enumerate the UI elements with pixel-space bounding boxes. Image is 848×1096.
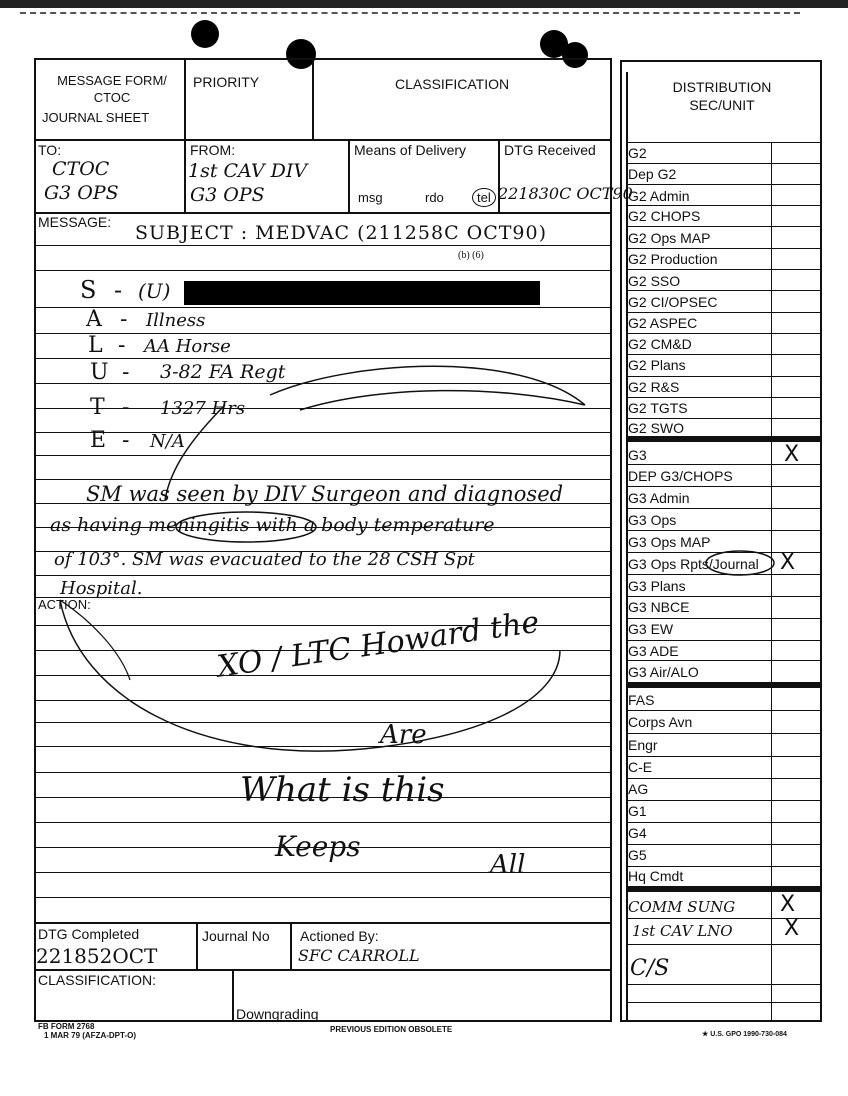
- salute-value-e: N/A: [150, 431, 185, 452]
- salute-dash-e: -: [122, 428, 130, 453]
- dist-item-g2-rs: G2 R&S: [628, 379, 680, 395]
- dist-item-g2-swo: G2 SWO: [628, 420, 685, 436]
- check-mark-comm-sung: X: [780, 892, 796, 917]
- dist-item-g2-ci-opsec: G2 CI/OPSEC: [628, 294, 718, 310]
- action-label: ACTION:: [38, 597, 91, 612]
- dist-item-g3: G3: [628, 447, 647, 463]
- check-mark-g3-journal: X: [780, 550, 796, 575]
- narrative-line-1: SM was seen by DIV Surgeon and diagnosed: [86, 482, 564, 506]
- journal-no-label: Journal No: [202, 928, 270, 944]
- dist-item-g2-cmd: G2 CM&D: [628, 336, 692, 352]
- dist-item-g3-air-alo: G3 Air/ALO: [628, 664, 699, 680]
- dist-item-g3-plans: G3 Plans: [628, 578, 686, 594]
- dist-item-g3-ade: G3 ADE: [628, 643, 679, 659]
- check-mark-g3: X: [784, 442, 800, 467]
- salute-letter-u: U: [90, 360, 109, 385]
- dist-item-g2: G2: [628, 145, 647, 161]
- dist-item-corps-avn: Corps Avn: [628, 714, 693, 730]
- salute-dash-a: -: [120, 307, 128, 332]
- dist-item-g2-tgts: G2 TGTS: [628, 400, 688, 416]
- leader-stroke: [165, 405, 225, 500]
- meningitis-circle: [176, 512, 316, 542]
- salute-value-u: 3-82 FA Regt: [160, 361, 286, 383]
- salute-letter-s: S: [80, 276, 97, 304]
- actioned-by-value: SFC CARROLL: [298, 946, 420, 965]
- action-loop-tail: [60, 600, 130, 680]
- form-date: 1 MAR 79 (AFZA-DPT-O): [44, 1031, 136, 1040]
- dist-item-g4: G4: [628, 825, 647, 841]
- narrative-line-4: Hospital.: [60, 578, 143, 599]
- check-mark-cav-lno: X: [784, 916, 800, 941]
- footer-divider-3: [232, 970, 234, 1022]
- dist-item-g2-chops: G2 CHOPS: [628, 208, 701, 224]
- dist-item-hq-cmdt: Hq Cmdt: [628, 868, 684, 884]
- footer-divider-2: [290, 922, 292, 970]
- arrow-stroke: [270, 366, 585, 405]
- dist-item-fas: FAS: [628, 692, 655, 708]
- dist-item-dep-g3-chops: DEP G3/CHOPS: [628, 468, 733, 484]
- dist-item-g1: G1: [628, 803, 647, 819]
- action-line-4: Keeps: [275, 830, 361, 863]
- salute-value-l: AA Horse: [144, 336, 231, 357]
- action-line-5: All: [490, 850, 526, 880]
- form-number: FB FORM 2768: [38, 1022, 95, 1031]
- salute-dash-t: -: [122, 395, 130, 420]
- dist-item-g2-sso: G2 SSO: [628, 273, 681, 289]
- salute-value-s: (U): [138, 279, 171, 303]
- salute-letter-a: A: [86, 307, 102, 332]
- salute-value-a: Illness: [146, 310, 206, 331]
- downgrading-label: Downgrading: [236, 1006, 319, 1022]
- actioned-by-label: Actioned By:: [300, 928, 379, 944]
- dist-item-g3-ops-rpts-journal: G3 Ops Rpts/Journal: [628, 556, 759, 572]
- dist-item-ag: AG: [628, 781, 649, 797]
- footer-top-rule: [34, 922, 612, 924]
- salute-dash-l: -: [118, 333, 126, 358]
- dist-item-g2-production: G2 Production: [628, 251, 718, 267]
- dist-item-g3-ew: G3 EW: [628, 621, 674, 637]
- dist-extra-cav-lno: 1st CAV LNO: [632, 922, 733, 940]
- dtg-completed-value: 221852OCT: [36, 944, 158, 968]
- salute-letter-l: L: [88, 333, 103, 358]
- dist-item-g2-plans: G2 Plans: [628, 357, 686, 373]
- action-line-2: Are: [380, 720, 427, 750]
- dist-item-g3-ops: G3 Ops: [628, 512, 677, 528]
- salute-value-t: 1327 Hrs: [160, 398, 246, 419]
- dist-item-g3-nbce: G3 NBCE: [628, 599, 690, 615]
- dist-item-g2-ops-map: G2 Ops MAP: [628, 230, 711, 246]
- dist-extra-cs: C/S: [630, 956, 670, 981]
- narrative-line-2: as having meningitis with a body temperature: [50, 514, 495, 536]
- action-line-1: XO / LTC Howard the: [215, 604, 542, 685]
- narrative-line-3: of 103°. SM was evacuated to the 28 CSH Spt: [54, 549, 475, 570]
- dist-item-g2-aspec: G2 ASPEC: [628, 315, 698, 331]
- dtg-completed-label: DTG Completed: [38, 926, 140, 942]
- action-line-3: What is this: [240, 770, 445, 810]
- previous-edition: PREVIOUS EDITION OBSOLETE: [330, 1025, 453, 1034]
- dist-item-g3-ops-map: G3 Ops MAP: [628, 534, 711, 550]
- salute-letter-e: E: [90, 428, 107, 453]
- dist-item-c-e: C-E: [628, 759, 653, 775]
- dist-extra-comm-sung: COMM SUNG: [628, 898, 736, 916]
- dist-item-dep-g2: Dep G2: [628, 166, 677, 182]
- salute-dash-u: -: [122, 360, 130, 385]
- dist-item-g5: G5: [628, 847, 647, 863]
- footer-mid-rule: [34, 969, 612, 971]
- salute-dash-s: -: [114, 276, 123, 304]
- dist-item-g3-admin: G3 Admin: [628, 490, 690, 506]
- footer-classification-label: CLASSIFICATION:: [38, 972, 156, 988]
- footer-divider-1: [196, 922, 198, 970]
- arrow-stroke-2: [300, 391, 585, 410]
- dist-item-engr: Engr: [628, 737, 658, 753]
- salute-letter-t: T: [90, 395, 105, 420]
- dist-item-g2-admin: G2 Admin: [628, 188, 690, 204]
